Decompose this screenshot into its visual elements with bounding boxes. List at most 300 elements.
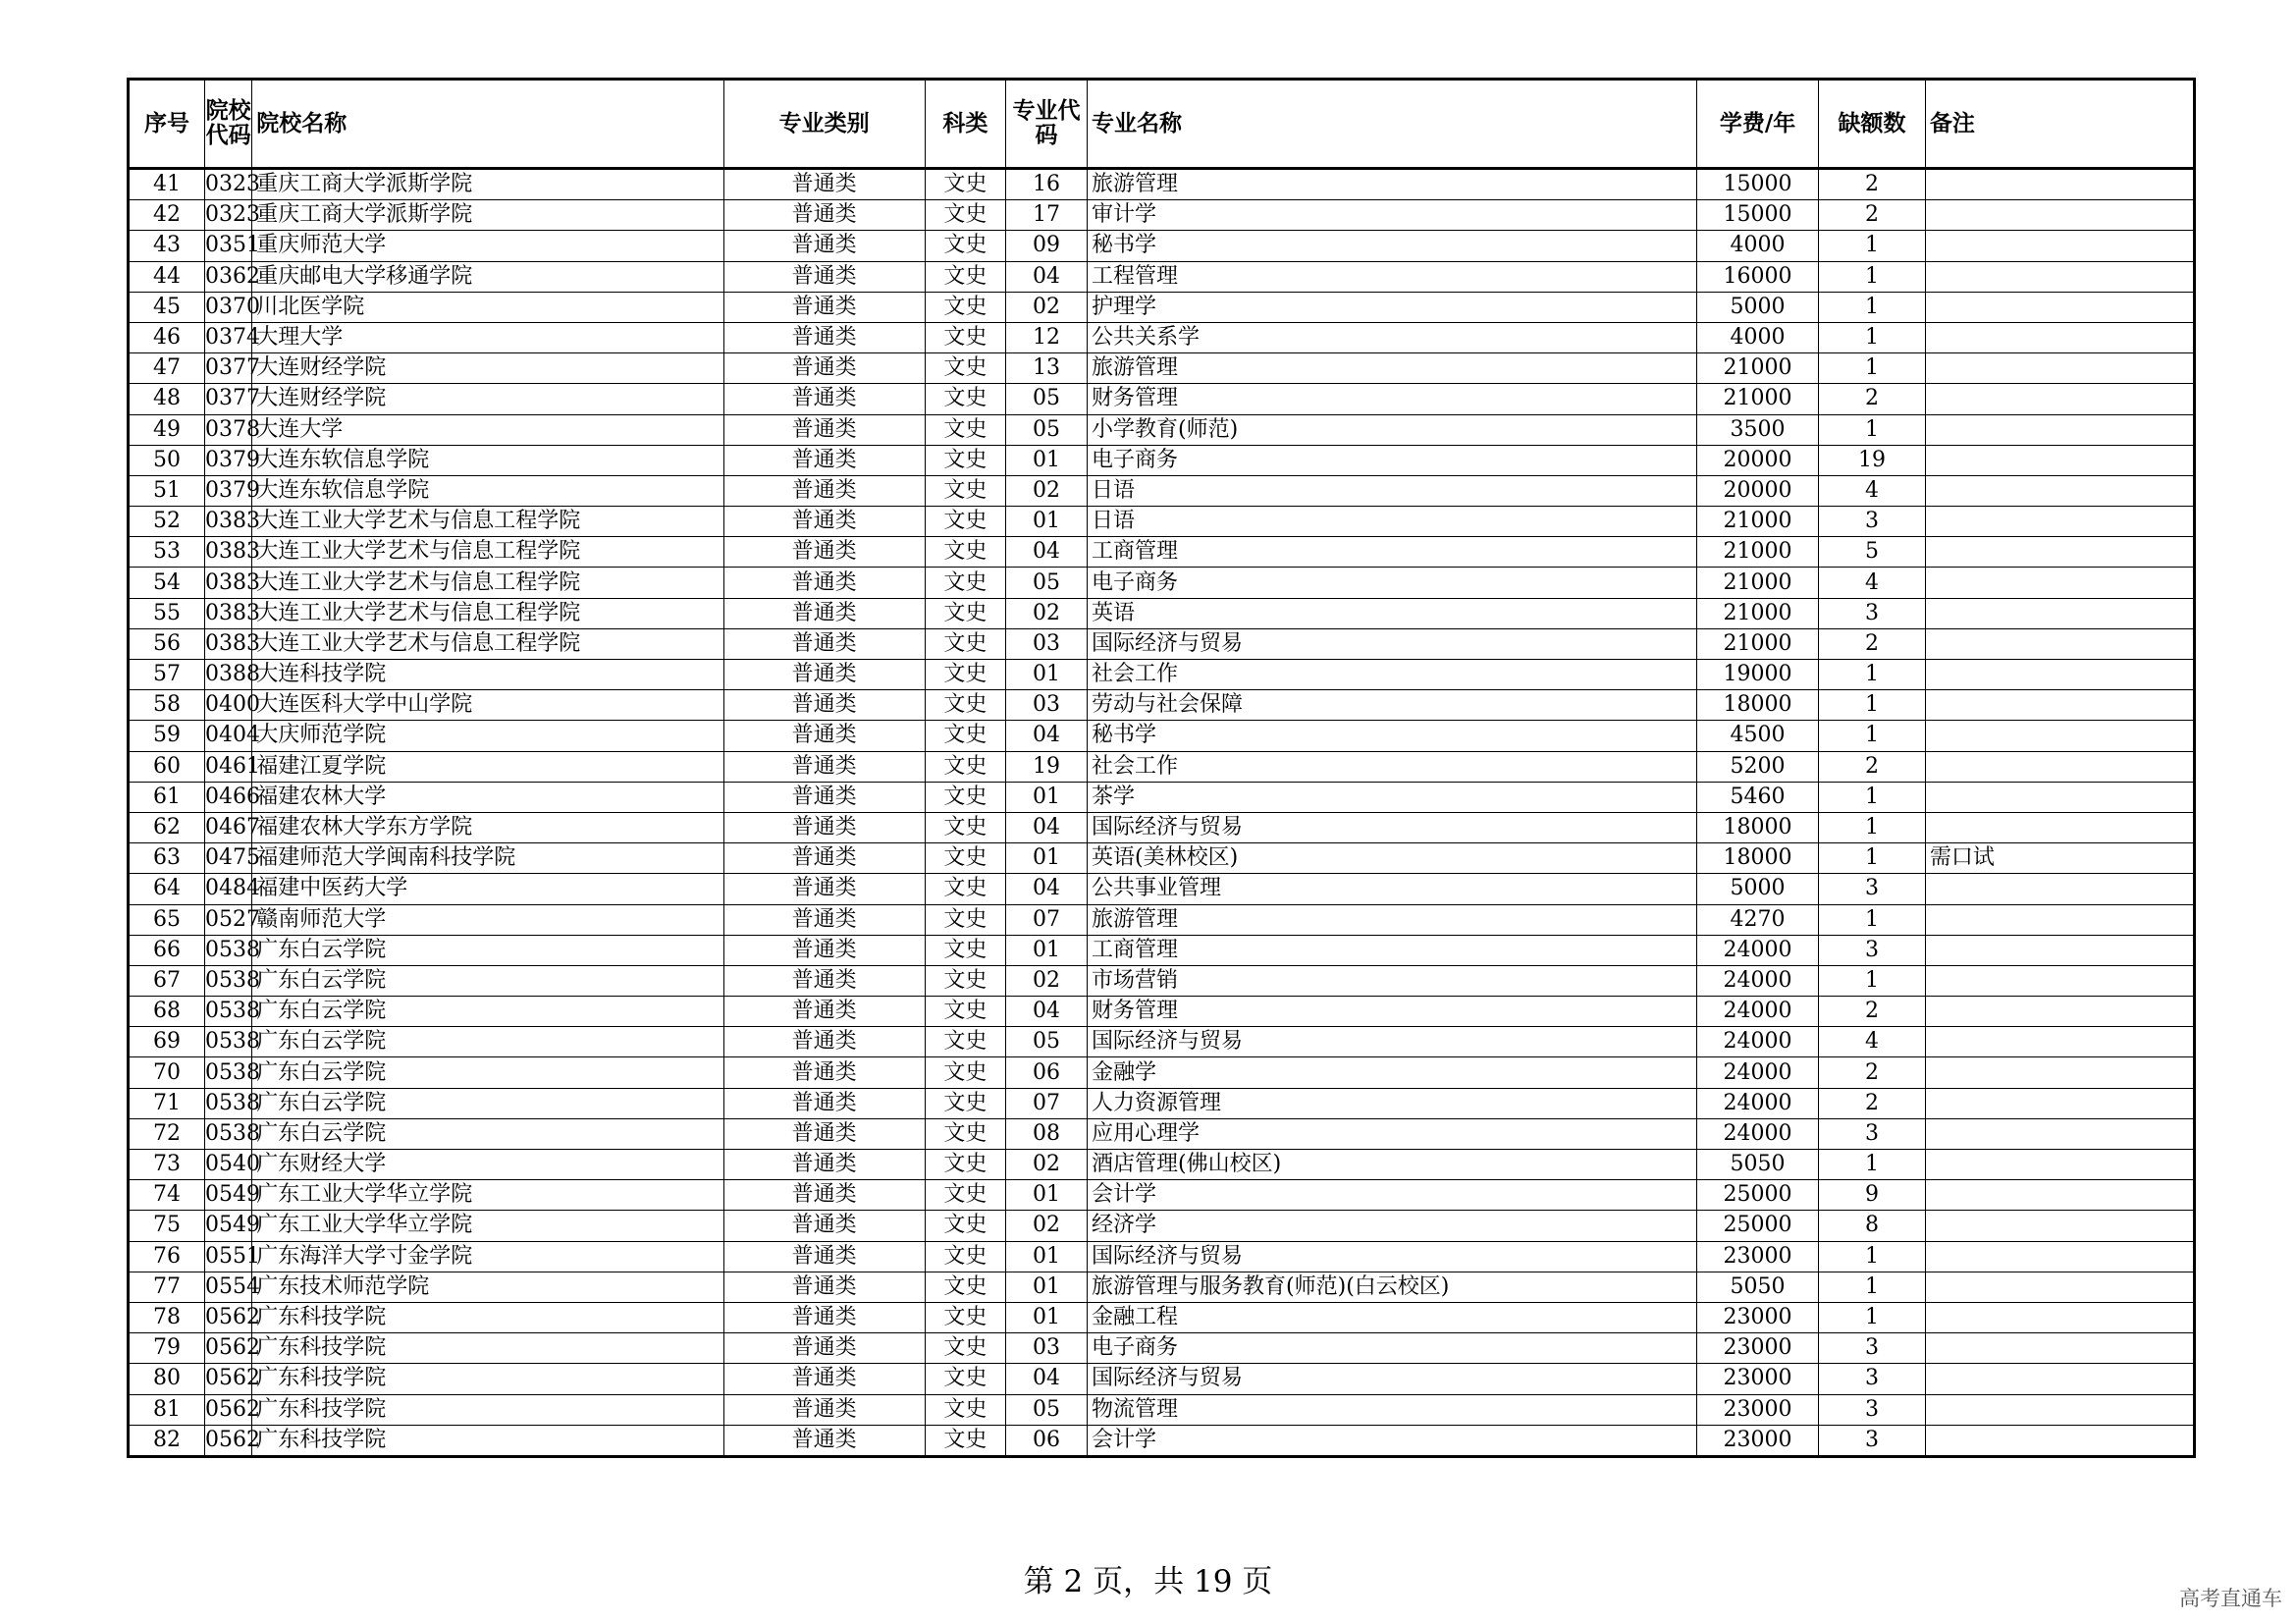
cell-major-code: 04 <box>1005 721 1087 751</box>
table-row <box>129 475 2195 506</box>
cell-seq: 48 <box>129 384 205 414</box>
cell-school-code: 0374 <box>205 322 252 352</box>
cell-notes <box>1925 1027 2194 1057</box>
cell-notes <box>1925 231 2194 261</box>
cell-notes <box>1925 200 2194 231</box>
cell-tuition: 3500 <box>1696 414 1818 445</box>
cell-vacancies: 1 <box>1819 1302 1926 1332</box>
cell-major-type: 普通类 <box>723 261 925 292</box>
cell-school-name: 广东工业大学华立学院 <box>252 1180 723 1211</box>
cell-school-name: 广东白云学院 <box>252 1088 723 1118</box>
cell-major-name: 旅游管理 <box>1088 353 1697 384</box>
table-row <box>129 261 2195 292</box>
table-row <box>129 751 2195 782</box>
header-notes: 备注 <box>1925 80 2194 169</box>
cell-major-type: 普通类 <box>723 997 925 1027</box>
cell-major-code: 04 <box>1005 874 1087 904</box>
cell-major-type: 普通类 <box>723 231 925 261</box>
cell-tuition: 24000 <box>1696 935 1818 965</box>
table-row <box>129 1211 2195 1241</box>
cell-seq: 51 <box>129 475 205 506</box>
cell-major-name: 工商管理 <box>1088 537 1697 568</box>
cell-seq: 74 <box>129 1180 205 1211</box>
cell-tuition: 23000 <box>1696 1333 1818 1364</box>
table-row <box>129 537 2195 568</box>
cell-seq: 58 <box>129 690 205 721</box>
cell-school-name: 大连大学 <box>252 414 723 445</box>
cell-tuition: 24000 <box>1696 1118 1818 1149</box>
cell-notes <box>1925 1150 2194 1180</box>
cell-notes <box>1925 292 2194 322</box>
cell-major-code: 01 <box>1005 1241 1087 1272</box>
cell-school-name: 福建农林大学东方学院 <box>252 812 723 842</box>
cell-major-type: 普通类 <box>723 1425 925 1456</box>
table-row <box>129 965 2195 996</box>
cell-major-name: 小学教育(师范) <box>1088 414 1697 445</box>
cell-subject: 文史 <box>925 721 1005 751</box>
cell-school-code: 0404 <box>205 721 252 751</box>
cell-seq: 64 <box>129 874 205 904</box>
table-row <box>129 874 2195 904</box>
cell-major-name: 人力资源管理 <box>1088 1088 1697 1118</box>
cell-major-type: 普通类 <box>723 843 925 874</box>
cell-major-type: 普通类 <box>723 445 925 475</box>
cell-subject: 文史 <box>925 1425 1005 1456</box>
cell-school-code: 0383 <box>205 598 252 628</box>
cell-major-code: 01 <box>1005 507 1087 537</box>
cell-school-name: 大连工业大学艺术与信息工程学院 <box>252 537 723 568</box>
cell-major-code: 05 <box>1005 568 1087 598</box>
cell-major-code: 04 <box>1005 997 1087 1027</box>
cell-major-type: 普通类 <box>723 1364 925 1394</box>
cell-major-type: 普通类 <box>723 384 925 414</box>
cell-subject: 文史 <box>925 1118 1005 1149</box>
cell-vacancies: 2 <box>1819 200 1926 231</box>
cell-major-code: 06 <box>1005 1425 1087 1456</box>
cell-school-name: 重庆师范大学 <box>252 231 723 261</box>
cell-tuition: 5000 <box>1696 874 1818 904</box>
cell-tuition: 23000 <box>1696 1364 1818 1394</box>
cell-notes <box>1925 965 2194 996</box>
cell-major-name: 日语 <box>1088 507 1697 537</box>
cell-major-name: 工商管理 <box>1088 935 1697 965</box>
cell-school-code: 0554 <box>205 1272 252 1302</box>
cell-notes <box>1925 445 2194 475</box>
cell-notes <box>1925 751 2194 782</box>
cell-seq: 61 <box>129 782 205 812</box>
cell-school-name: 大连医科大学中山学院 <box>252 690 723 721</box>
table-row <box>129 1088 2195 1118</box>
cell-school-name: 重庆工商大学派斯学院 <box>252 169 723 200</box>
cell-school-name: 福建江夏学院 <box>252 751 723 782</box>
cell-school-code: 0467 <box>205 812 252 842</box>
cell-major-code: 01 <box>1005 1272 1087 1302</box>
cell-school-name: 广东科技学院 <box>252 1394 723 1425</box>
cell-tuition: 16000 <box>1696 261 1818 292</box>
cell-school-code: 0538 <box>205 935 252 965</box>
cell-tuition: 21000 <box>1696 568 1818 598</box>
cell-school-code: 0362 <box>205 261 252 292</box>
table-row <box>129 200 2195 231</box>
cell-major-code: 07 <box>1005 904 1087 935</box>
cell-subject: 文史 <box>925 1027 1005 1057</box>
cell-tuition: 23000 <box>1696 1302 1818 1332</box>
cell-notes <box>1925 353 2194 384</box>
table-row <box>129 782 2195 812</box>
cell-school-name: 大连工业大学艺术与信息工程学院 <box>252 568 723 598</box>
cell-vacancies: 8 <box>1819 1211 1926 1241</box>
cell-major-type: 普通类 <box>723 322 925 352</box>
cell-seq: 50 <box>129 445 205 475</box>
cell-major-code: 13 <box>1005 353 1087 384</box>
cell-school-name: 大理大学 <box>252 322 723 352</box>
cell-seq: 80 <box>129 1364 205 1394</box>
cell-major-type: 普通类 <box>723 1088 925 1118</box>
cell-major-type: 普通类 <box>723 292 925 322</box>
cell-notes <box>1925 690 2194 721</box>
cell-major-name: 审计学 <box>1088 200 1697 231</box>
cell-major-name: 金融工程 <box>1088 1302 1697 1332</box>
cell-school-name: 广东工业大学华立学院 <box>252 1211 723 1241</box>
cell-major-type: 普通类 <box>723 1302 925 1332</box>
cell-seq: 55 <box>129 598 205 628</box>
cell-school-code: 0383 <box>205 537 252 568</box>
cell-major-code: 01 <box>1005 935 1087 965</box>
cell-seq: 81 <box>129 1394 205 1425</box>
watermark: 高考直通车 <box>2179 1587 2282 1610</box>
cell-school-name: 广东海洋大学寸金学院 <box>252 1241 723 1272</box>
table-row <box>129 1180 2195 1211</box>
cell-seq: 77 <box>129 1272 205 1302</box>
cell-major-code: 02 <box>1005 598 1087 628</box>
cell-vacancies: 1 <box>1819 414 1926 445</box>
cell-major-type: 普通类 <box>723 1150 925 1180</box>
table-row <box>129 568 2195 598</box>
cell-major-code: 03 <box>1005 690 1087 721</box>
cell-school-name: 广东科技学院 <box>252 1364 723 1394</box>
cell-major-code: 05 <box>1005 1027 1087 1057</box>
cell-major-code: 19 <box>1005 751 1087 782</box>
cell-major-name: 国际经济与贸易 <box>1088 628 1697 659</box>
cell-seq: 79 <box>129 1333 205 1364</box>
cell-tuition: 21000 <box>1696 353 1818 384</box>
header-tuition: 学费/年 <box>1696 80 1818 169</box>
cell-subject: 文史 <box>925 1180 1005 1211</box>
cell-seq: 44 <box>129 261 205 292</box>
cell-major-code: 04 <box>1005 537 1087 568</box>
cell-major-name: 国际经济与贸易 <box>1088 812 1697 842</box>
header-major-code: 专业代码 <box>1005 80 1087 169</box>
table-row <box>129 1302 2195 1332</box>
cell-vacancies: 3 <box>1819 874 1926 904</box>
cell-major-type: 普通类 <box>723 935 925 965</box>
cell-major-name: 护理学 <box>1088 292 1697 322</box>
cell-major-name: 会计学 <box>1088 1425 1697 1456</box>
cell-notes <box>1925 537 2194 568</box>
cell-tuition: 4000 <box>1696 231 1818 261</box>
cell-major-code: 05 <box>1005 414 1087 445</box>
cell-tuition: 4270 <box>1696 904 1818 935</box>
cell-major-name: 市场营销 <box>1088 965 1697 996</box>
cell-subject: 文史 <box>925 353 1005 384</box>
cell-major-code: 09 <box>1005 231 1087 261</box>
cell-major-type: 普通类 <box>723 965 925 996</box>
cell-school-name: 广东白云学院 <box>252 1057 723 1088</box>
cell-major-name: 劳动与社会保障 <box>1088 690 1697 721</box>
cell-major-type: 普通类 <box>723 812 925 842</box>
header-vacancies: 缺额数 <box>1819 80 1926 169</box>
cell-major-type: 普通类 <box>723 751 925 782</box>
cell-subject: 文史 <box>925 414 1005 445</box>
cell-vacancies: 1 <box>1819 1150 1926 1180</box>
cell-major-name: 公共事业管理 <box>1088 874 1697 904</box>
cell-major-type: 普通类 <box>723 537 925 568</box>
cell-seq: 41 <box>129 169 205 200</box>
cell-major-name: 秘书学 <box>1088 721 1697 751</box>
cell-seq: 69 <box>129 1027 205 1057</box>
cell-subject: 文史 <box>925 292 1005 322</box>
cell-major-type: 普通类 <box>723 690 925 721</box>
cell-seq: 76 <box>129 1241 205 1272</box>
cell-major-name: 国际经济与贸易 <box>1088 1364 1697 1394</box>
cell-school-code: 0377 <box>205 353 252 384</box>
cell-notes <box>1925 507 2194 537</box>
cell-tuition: 24000 <box>1696 997 1818 1027</box>
cell-subject: 文史 <box>925 1272 1005 1302</box>
cell-notes <box>1925 414 2194 445</box>
cell-subject: 文史 <box>925 1364 1005 1394</box>
cell-major-type: 普通类 <box>723 169 925 200</box>
cell-vacancies: 1 <box>1819 231 1926 261</box>
cell-vacancies: 1 <box>1819 812 1926 842</box>
cell-notes <box>1925 475 2194 506</box>
cell-subject: 文史 <box>925 812 1005 842</box>
cell-major-name: 财务管理 <box>1088 384 1697 414</box>
cell-school-code: 0400 <box>205 690 252 721</box>
cell-school-name: 广东白云学院 <box>252 935 723 965</box>
cell-tuition: 24000 <box>1696 1027 1818 1057</box>
table-row <box>129 598 2195 628</box>
table-row <box>129 353 2195 384</box>
cell-major-type: 普通类 <box>723 1241 925 1272</box>
cell-notes <box>1925 1272 2194 1302</box>
cell-subject: 文史 <box>925 874 1005 904</box>
cell-school-code: 0549 <box>205 1211 252 1241</box>
cell-subject: 文史 <box>925 537 1005 568</box>
table-row <box>129 843 2195 874</box>
cell-major-code: 04 <box>1005 1364 1087 1394</box>
cell-seq: 54 <box>129 568 205 598</box>
cell-subject: 文史 <box>925 1241 1005 1272</box>
cell-vacancies: 4 <box>1819 1027 1926 1057</box>
cell-notes <box>1925 1394 2194 1425</box>
cell-tuition: 24000 <box>1696 1057 1818 1088</box>
cell-vacancies: 4 <box>1819 568 1926 598</box>
cell-notes <box>1925 169 2194 200</box>
cell-notes <box>1925 1333 2194 1364</box>
cell-tuition: 5000 <box>1696 292 1818 322</box>
cell-school-code: 0323 <box>205 200 252 231</box>
table-row <box>129 1425 2195 1456</box>
cell-major-type: 普通类 <box>723 874 925 904</box>
cell-subject: 文史 <box>925 322 1005 352</box>
header-major-type: 专业类别 <box>723 80 925 169</box>
cell-major-type: 普通类 <box>723 1118 925 1149</box>
cell-notes <box>1925 628 2194 659</box>
cell-major-type: 普通类 <box>723 1333 925 1364</box>
cell-seq: 57 <box>129 660 205 690</box>
cell-vacancies: 3 <box>1819 1364 1926 1394</box>
cell-tuition: 23000 <box>1696 1425 1818 1456</box>
cell-tuition: 18000 <box>1696 690 1818 721</box>
cell-major-code: 02 <box>1005 475 1087 506</box>
cell-notes <box>1925 1302 2194 1332</box>
cell-subject: 文史 <box>925 904 1005 935</box>
table-row <box>129 1364 2195 1394</box>
table-row <box>129 1394 2195 1425</box>
table-row <box>129 904 2195 935</box>
cell-major-name: 金融学 <box>1088 1057 1697 1088</box>
cell-vacancies: 1 <box>1819 322 1926 352</box>
cell-subject: 文史 <box>925 507 1005 537</box>
cell-subject: 文史 <box>925 1088 1005 1118</box>
cell-subject: 文史 <box>925 1057 1005 1088</box>
cell-major-code: 01 <box>1005 1180 1087 1211</box>
cell-school-code: 0538 <box>205 1088 252 1118</box>
cell-notes <box>1925 1211 2194 1241</box>
cell-major-type: 普通类 <box>723 1027 925 1057</box>
cell-school-name: 大连东软信息学院 <box>252 475 723 506</box>
table-row <box>129 1241 2195 1272</box>
cell-major-type: 普通类 <box>723 200 925 231</box>
vacancy-table <box>127 78 2196 1458</box>
cell-school-code: 0562 <box>205 1394 252 1425</box>
cell-notes <box>1925 721 2194 751</box>
cell-major-code: 17 <box>1005 200 1087 231</box>
cell-subject: 文史 <box>925 1150 1005 1180</box>
cell-school-name: 大庆师范学院 <box>252 721 723 751</box>
cell-seq: 70 <box>129 1057 205 1088</box>
cell-major-name: 工程管理 <box>1088 261 1697 292</box>
cell-seq: 56 <box>129 628 205 659</box>
cell-subject: 文史 <box>925 200 1005 231</box>
cell-school-name: 重庆工商大学派斯学院 <box>252 200 723 231</box>
cell-subject: 文史 <box>925 169 1005 200</box>
table-row <box>129 997 2195 1027</box>
cell-tuition: 4000 <box>1696 322 1818 352</box>
cell-vacancies: 3 <box>1819 507 1926 537</box>
cell-vacancies: 1 <box>1819 1272 1926 1302</box>
cell-notes <box>1925 874 2194 904</box>
cell-major-code: 04 <box>1005 812 1087 842</box>
table-row <box>129 445 2195 475</box>
cell-seq: 63 <box>129 843 205 874</box>
cell-school-name: 广东白云学院 <box>252 965 723 996</box>
table-row <box>129 1272 2195 1302</box>
cell-notes <box>1925 1364 2194 1394</box>
cell-school-name: 重庆邮电大学移通学院 <box>252 261 723 292</box>
cell-major-code: 05 <box>1005 1394 1087 1425</box>
cell-notes: 需口试 <box>1925 843 2194 874</box>
cell-school-name: 福建师范大学闽南科技学院 <box>252 843 723 874</box>
cell-school-name: 大连财经学院 <box>252 384 723 414</box>
header-subject: 科类 <box>925 80 1005 169</box>
cell-major-type: 普通类 <box>723 598 925 628</box>
cell-tuition: 24000 <box>1696 1088 1818 1118</box>
cell-school-code: 0383 <box>205 507 252 537</box>
cell-tuition: 15000 <box>1696 200 1818 231</box>
cell-major-code: 02 <box>1005 965 1087 996</box>
cell-major-code: 02 <box>1005 292 1087 322</box>
cell-major-name: 会计学 <box>1088 1180 1697 1211</box>
cell-major-code: 01 <box>1005 1302 1087 1332</box>
cell-tuition: 25000 <box>1696 1180 1818 1211</box>
cell-major-name: 社会工作 <box>1088 660 1697 690</box>
cell-seq: 62 <box>129 812 205 842</box>
cell-major-name: 经济学 <box>1088 1211 1697 1241</box>
cell-major-code: 02 <box>1005 1150 1087 1180</box>
cell-subject: 文史 <box>925 384 1005 414</box>
cell-school-name: 广东白云学院 <box>252 997 723 1027</box>
cell-notes <box>1925 322 2194 352</box>
header-school-code: 院校代码 <box>205 80 252 169</box>
cell-school-name: 广东科技学院 <box>252 1302 723 1332</box>
cell-seq: 53 <box>129 537 205 568</box>
cell-notes <box>1925 904 2194 935</box>
cell-seq: 78 <box>129 1302 205 1332</box>
cell-seq: 59 <box>129 721 205 751</box>
cell-major-name: 电子商务 <box>1088 445 1697 475</box>
cell-seq: 45 <box>129 292 205 322</box>
cell-vacancies: 2 <box>1819 751 1926 782</box>
cell-major-name: 秘书学 <box>1088 231 1697 261</box>
cell-notes <box>1925 812 2194 842</box>
cell-school-name: 大连东软信息学院 <box>252 445 723 475</box>
table-row <box>129 721 2195 751</box>
cell-major-name: 物流管理 <box>1088 1394 1697 1425</box>
cell-school-code: 0377 <box>205 384 252 414</box>
cell-major-type: 普通类 <box>723 1394 925 1425</box>
cell-vacancies: 1 <box>1819 843 1926 874</box>
cell-major-code: 12 <box>1005 322 1087 352</box>
cell-tuition: 18000 <box>1696 843 1818 874</box>
cell-major-code: 05 <box>1005 384 1087 414</box>
cell-seq: 60 <box>129 751 205 782</box>
table-row <box>129 1150 2195 1180</box>
cell-school-code: 0378 <box>205 414 252 445</box>
cell-notes <box>1925 782 2194 812</box>
cell-major-name: 旅游管理 <box>1088 169 1697 200</box>
cell-vacancies: 3 <box>1819 1118 1926 1149</box>
cell-major-type: 普通类 <box>723 414 925 445</box>
cell-school-name: 川北医学院 <box>252 292 723 322</box>
cell-school-name: 广东白云学院 <box>252 1027 723 1057</box>
cell-school-name: 广东科技学院 <box>252 1333 723 1364</box>
cell-major-type: 普通类 <box>723 1057 925 1088</box>
cell-school-code: 0538 <box>205 997 252 1027</box>
cell-vacancies: 1 <box>1819 1241 1926 1272</box>
cell-major-type: 普通类 <box>723 782 925 812</box>
cell-school-name: 大连财经学院 <box>252 353 723 384</box>
cell-notes <box>1925 1118 2194 1149</box>
cell-major-type: 普通类 <box>723 1211 925 1241</box>
cell-vacancies: 5 <box>1819 537 1926 568</box>
cell-tuition: 23000 <box>1696 1394 1818 1425</box>
table-row <box>129 660 2195 690</box>
cell-school-code: 0388 <box>205 660 252 690</box>
cell-major-name: 电子商务 <box>1088 568 1697 598</box>
cell-notes <box>1925 1057 2194 1088</box>
